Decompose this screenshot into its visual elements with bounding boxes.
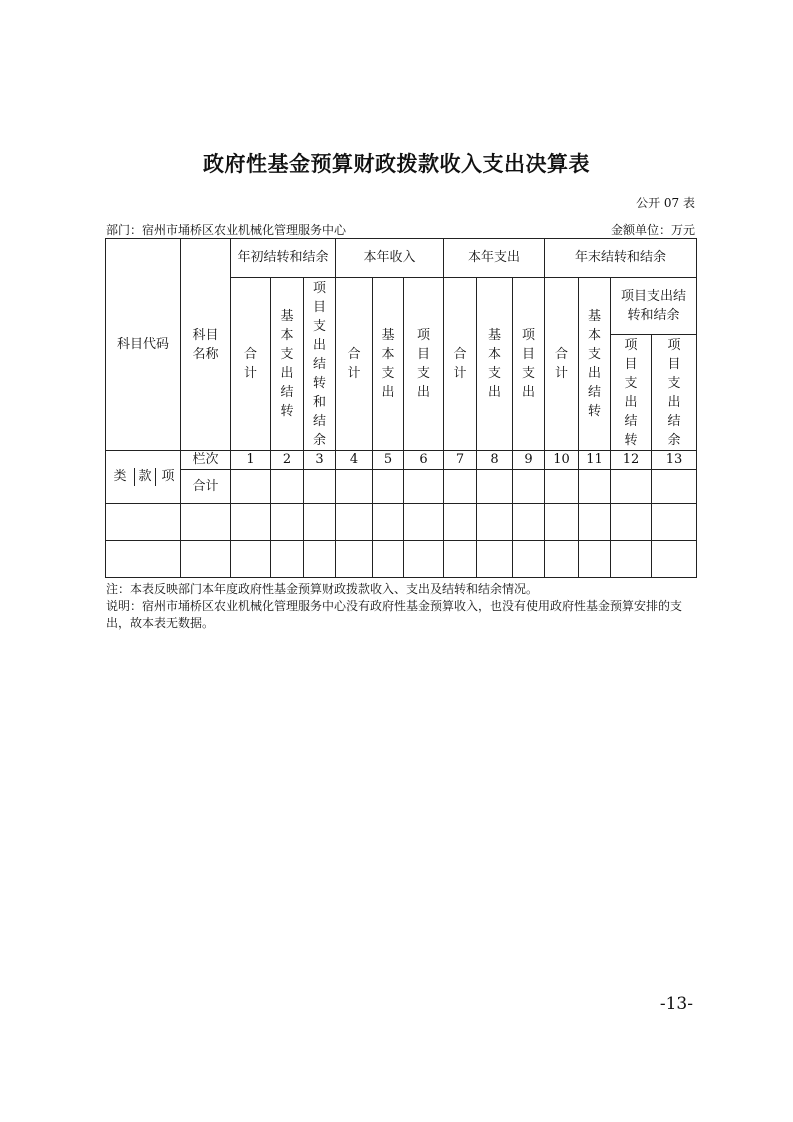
header-closing-project-group: 项目支出结转和结余 [611,278,697,335]
code-part-section: 款 [135,468,156,486]
header-opening-total: 合计 [231,278,271,451]
col-num-11: 11 [579,451,611,470]
department-label: 部门：宿州市埇桥区农业机械化管理服务中心 [106,223,347,237]
table-cell [477,470,513,504]
table-cell [611,470,652,504]
col-num-10: 10 [545,451,579,470]
header-expense-project: 项目支出 [513,278,545,451]
col-num-3: 3 [304,451,336,470]
table-cell [231,504,271,541]
amount-unit-label: 金额单位：万元 [610,223,695,237]
table-cell [513,504,545,541]
table-cell [304,541,336,578]
table-cell [231,541,271,578]
table-cell [652,504,697,541]
col-num-12: 12 [611,451,652,470]
table-cell [545,504,579,541]
col-num-6: 6 [404,451,444,470]
header-expense-basic: 基本支出 [477,278,513,451]
table-cell [611,541,652,578]
table-cell [373,470,404,504]
table-cell [304,504,336,541]
table-cell [106,504,181,541]
table-cell [304,470,336,504]
header-closing-total: 合计 [545,278,579,451]
table-cell [579,504,611,541]
table-cell [513,470,545,504]
page-number: -13- [659,994,693,1014]
table-cell [545,541,579,578]
footnote: 注：本表反映部门本年度政府性基金预算财政拨款收入、支出及结转和结余情况。 [106,582,539,596]
header-income-total: 合计 [336,278,373,451]
col-num-4: 4 [336,451,373,470]
col-num-2: 2 [271,451,304,470]
header-expense-total: 合计 [444,278,477,451]
group-header-closing: 年末结转和结余 [545,239,697,278]
col-num-1: 1 [231,451,271,470]
header-opening-basic: 基本支出结转 [271,278,304,451]
table-cell [404,504,444,541]
table-cell [106,541,181,578]
table-cell [579,541,611,578]
table-cell [231,470,271,504]
header-closing-basic: 基本支出结转 [579,278,611,451]
code-part-item: 项 [161,469,175,484]
table-cell [477,504,513,541]
table-cell [373,541,404,578]
budget-table [105,238,697,578]
table-cell [444,504,477,541]
group-header-opening: 年初结转和结余 [231,239,336,278]
table-cell [373,504,404,541]
table-row [106,541,697,578]
name-header: 科目名称 [181,239,231,451]
table-cell [181,541,231,578]
table-cell [652,470,697,504]
header-closing-project-carry: 项目支出结转 [611,335,652,451]
table-cell [652,541,697,578]
table-cell [336,470,373,504]
header-closing-project-surplus: 项目支出结余 [652,335,697,451]
page-title: 政府性基金预算财政拨款收入支出决算表 [203,152,590,176]
header-income-basic: 基本支出 [373,278,404,451]
table-row [106,504,697,541]
explanation-note: 说明：宿州市埇桥区农业机械化管理服务中心没有政府性基金预算收入，也没有使用政府性基金预算安排的支出，故本表无数据。 [106,599,683,630]
table-cell [477,541,513,578]
table-cell [404,541,444,578]
col-num-9: 9 [513,451,545,470]
form-number: 公开 07 表 [636,196,695,210]
table-cell [611,504,652,541]
col-num-13: 13 [652,451,697,470]
table-cell [513,541,545,578]
table-cell [336,504,373,541]
group-header-income: 本年收入 [336,239,444,278]
group-header-expense: 本年支出 [444,239,545,278]
table-cell [271,470,304,504]
table-cell [444,470,477,504]
table-cell [336,541,373,578]
column-index-label: 栏次 [181,451,231,470]
table-cell [271,541,304,578]
table-cell [404,470,444,504]
table-cell [444,541,477,578]
col-num-8: 8 [477,451,513,470]
col-num-7: 7 [444,451,477,470]
header-opening-project: 项目支出结转和结余 [304,278,336,451]
table-cell [181,504,231,541]
table-cell [545,470,579,504]
col-num-5: 5 [373,451,404,470]
table-cell [579,470,611,504]
code-part-class: 类 [106,468,135,486]
table-cell [271,504,304,541]
header-income-project: 项目支出 [404,278,444,451]
code-header: 科目代码 [106,239,181,451]
total-row-label: 合计 [181,470,231,504]
code-parts-cell [106,451,181,504]
